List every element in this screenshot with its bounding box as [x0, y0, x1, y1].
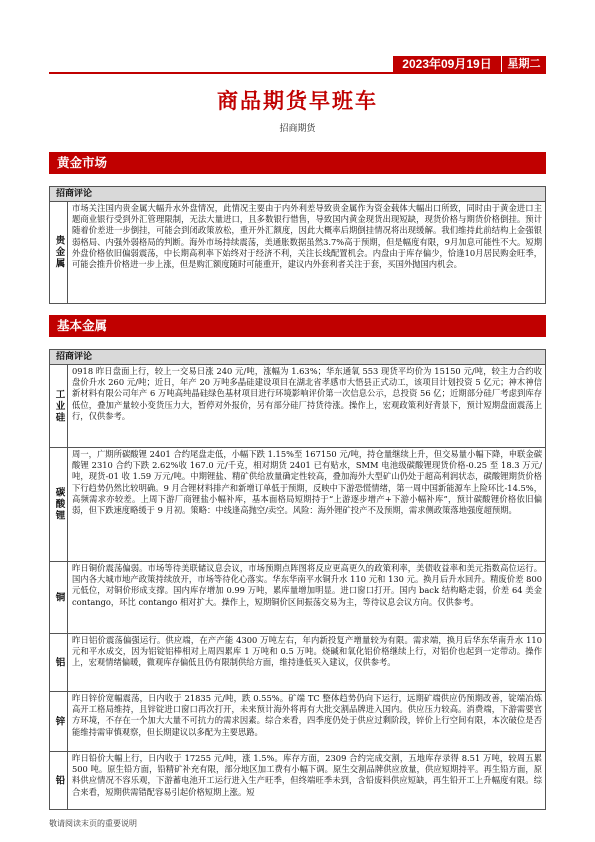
row-category: 铅 [50, 752, 68, 809]
comment-row-aluminum [50, 634, 545, 692]
row-text: 0918 昨日盘面上行，较上一交易日涨 240 元/吨，涨幅为 1.63%；华东通氧 553 现货平均价为 15150 元/吨，较主力合约收盘价升水 260 元/吨；近日，年产 20 万吨多晶硅建设项目在湖北省孝感市大悟县正式动工，该项目计划投资 5 亿元；神木神信新材料有限公司年产 6 万吨高纯晶硅绿色基材项目进行环境影响评价第一次信息公示，总投资 56 亿；近期部分硅厂考虑到库存低位，叠加产量较小变货压力大，暂停对外报价，另有部分硅厂持货待涨。操作上，宏观政策利好背景下，预计短期盘面震荡上行，仅供参考。 [72, 366, 542, 421]
row-text: 昨日铜价震荡偏弱。市场等待美联储议息会议，市场预期点阵图将反应更高更久的政策利率，美债收益率和美元指数高位运行。国内各大城市地产政策持续放开，市场等待化心落实。华东华南平水铜升水 110 元和 130 元。换月后升水回升。精废价差 800 元低位，对铜价形成支撑。国内库存增加 0.99 万吨，累库量增加明显。进口窗口打开。国内 back 结构略走弱，价差 64 美金 contango，环比 contango 相对扩大。操作上，短期铜价区间振荡交易为主，等待议息会议方向。仅供参考。 [72, 563, 542, 607]
report-date: 2023年09月19日 [393, 56, 501, 72]
row-text: 昨日铝价震荡偏强运行。供应端，在产产能 4300 万吨左右，年内新投复产增量较为有限。需求端，换月后华东华南升水 110 元和平水成交，因为铝锭铝棒相对上周四累库 1 万吨和 0.5 万吨。烧碱和氧化铝价格继续上行，对铝价也起到一定带动。操作上，宏观情绪偏暖，微观库存偏低且仍有限制供给方面，维持逢低买入建议，仅供参考。 [72, 635, 542, 668]
page-subtitle: 招商期货 [279, 124, 316, 134]
gold-comment-block [49, 186, 546, 304]
footer-disclaimer: 敬请阅读末页的重要说明 [49, 819, 137, 828]
date-bar [393, 56, 546, 72]
row-category: 铝 [50, 634, 68, 691]
comment-row-industrial-silicon [50, 365, 545, 448]
row-category: 碳酸锂 [50, 448, 68, 561]
row-category: 铜 [50, 562, 68, 633]
comment-row-zinc [50, 692, 545, 752]
block-head: 招商评论 [50, 187, 545, 202]
comment-row-copper [50, 562, 545, 634]
comment-row-lead [50, 752, 545, 809]
section-header-gold: 黄金市场 [49, 152, 546, 174]
row-category: 贵金属 [50, 202, 68, 303]
row-category: 锌 [50, 692, 68, 751]
comment-row-lithium-carbonate [50, 448, 545, 562]
row-text: 昨日铅价大幅上行，日内收于 17255 元/吨，涨 1.5%。库存方面，2309 合约完成交割，五地库存录得 8.51 万吨，较周五累 500 吨。原生铅方面，铅精矿补充有限，部分地区加工费有小幅下调。原生交割品牌供应放量，供应短期持平。再生铅方面，原料供应情况不容乐观，下游蓄电池开工运行进入生产旺季，但终端旺季未到，含铅废料供应短缺，再生铅开工上升幅度有限。综合来看，短期供需错配容易引起价格短期上涨。短 [72, 753, 542, 797]
block-head: 招商评论 [50, 350, 545, 365]
comment-row-precious-metals [50, 202, 545, 303]
row-text: 昨日锌价宽幅震荡，日内收于 21835 元/吨，跌 0.55%。矿端 TC 整体趋势仍向下运行，远期矿端供应仍预期改善，锭端冶炼高开工格局维持，且锌锭进口窗口再次打开，未来预计海外将再有大批交割品牌进入国内。供应压力较高。消费端，下游需要官方环境，不存在一个加大大量不可抗力的需求因素。综合来看，四季度仍处于供应过剩阶段，锌价上行空间有限，本次破位是否能维持需审慎观察，但长期建议以多配为主要思路。 [72, 693, 542, 737]
section-header-base-metals: 基本金属 [49, 315, 546, 337]
base-comment-block [49, 349, 546, 810]
header-divider [49, 72, 546, 74]
row-text: 市场关注国内贵金属大幅升水外盘情况，此情况主要由于内外利差导致贵金属作为资金载体大幅出口所致，同时由于黄金进口主题商业银行受到外汇管理限制，无法大量进口，且多数银行惜售，导致国内黄金现货出现短缺，现货价格与期货价格倒挂。预计随着价差进一步倒挂，可能会到闭政策放松，重开外汇额度，因此大概率后期倒挂情况将出现缓解。我们维持此前结构上金强银弱格局、内强外弱格局的判断。海外市场持续震荡，美通胀数据虽然3.7%高于预期，但是幅度有限，9月加息可能性不大。短期外盘价格依旧偏弱震荡，中长期高利率下始终对于经济不利，关注长线配置机会。内盘由于库存偏少，恰逢10月居民购金旺季，可能会推升价格进一步上涨，但是购汇额度随时可能重开，建议内外套利者关注于套，买国外抛国内机会。 [72, 203, 542, 270]
row-text: 周一，广期所碳酸锂 2401 合约尾盘走低，小幅下跌 1.15%至 167150 元/吨，持仓量继续上升，但交易量小幅下降，申联金碳酸锂 2310 合约下跌 2.62%收 167.0 元/千克，相对期货 2401 已有贴水，SMM 电池级碳酸锂现货价格-0.25 至 18.3 万元/吨，现货-01 收 1.59 万元/吨。中期锂盐、精矿供给放量确定性较高，叠加海外大型矿山仍处于超高利润状态，碳酸锂期货价格下行趋势仍然比较明确。9 月合锂材料排产和新增订单低于预期，反映中下游恐慌情绪，第一周中国新能源车上险环比-14.5%，高频需求亦较差。上周下游厂商锂盐小幅补库，基本面格局短期持于“上游逐步增产+下游小幅补库”，预计碳酸锂价格依旧偏弱，但下跌速度略缓于 9 月初。策略：中线逢高抛空/卖空。风险：海外锂矿投产不及预期，需求侧政策落地强度超预期。 [72, 449, 542, 516]
page-title: 商品期货早班车 [217, 89, 378, 113]
row-category: 工业硅 [50, 365, 68, 447]
report-weekday: 星期二 [502, 56, 546, 72]
